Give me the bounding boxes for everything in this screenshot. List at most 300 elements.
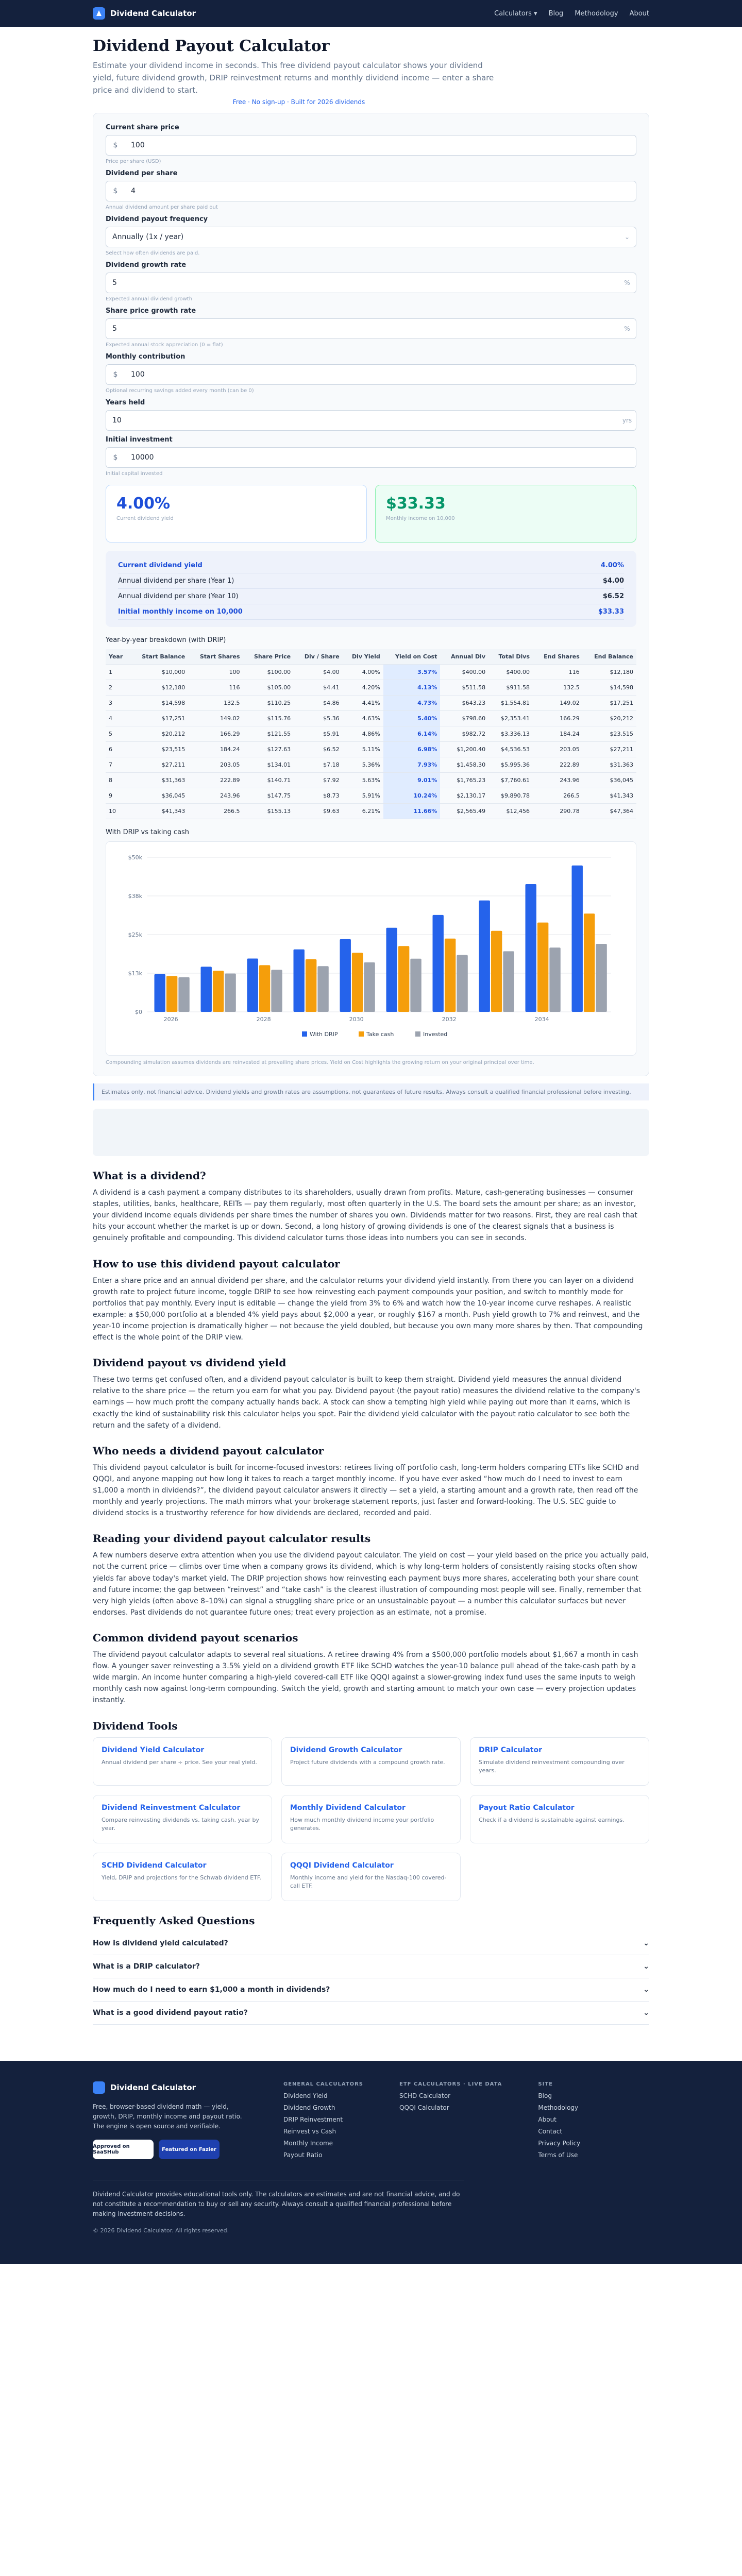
table-cell: 222.89 xyxy=(533,757,583,773)
bar xyxy=(201,967,212,1012)
table-cell: $2,130.17 xyxy=(440,788,488,804)
table-cell: $10,000 xyxy=(130,665,189,680)
table-cell: $100.00 xyxy=(243,665,294,680)
summary-label: Current dividend yield xyxy=(118,562,203,569)
footer-link[interactable]: Contact xyxy=(538,2127,563,2135)
table-cell: 4.20% xyxy=(343,680,383,696)
dps-field: Dividend per share $ 4 Annual dividend amount per share paid out xyxy=(106,170,636,210)
pgrowth-input[interactable]: 5 % xyxy=(106,318,636,339)
footer-link[interactable]: About xyxy=(538,2115,556,2123)
tool-name: QQQI Dividend Calculator xyxy=(290,1861,394,1870)
faq-question: What is a DRIP calculator? xyxy=(93,1962,200,1971)
table-cell: 184.24 xyxy=(188,742,243,757)
table-cell: $110.25 xyxy=(243,696,294,711)
table-header: End Shares xyxy=(533,649,583,665)
table-cell: $147.75 xyxy=(243,788,294,804)
table-cell: $400.00 xyxy=(488,665,533,680)
tool-card[interactable] xyxy=(281,1853,461,1901)
bar xyxy=(410,959,421,1012)
table-cell: 11.66% xyxy=(383,804,441,819)
bar xyxy=(537,923,548,1012)
table-cell: 5 xyxy=(106,726,130,742)
section-heading: Common dividend payout scenarios xyxy=(93,1631,298,1644)
table-cell: $643.23 xyxy=(440,696,488,711)
bar xyxy=(479,901,490,1012)
tool-desc: Check if a dividend is sustainable against earnings. xyxy=(479,1816,625,1823)
table-cell: $121.55 xyxy=(243,726,294,742)
faq-item[interactable] xyxy=(93,1932,649,1955)
table-cell: $4,536.53 xyxy=(488,742,533,757)
bar xyxy=(225,974,235,1012)
footer-link[interactable]: Blog xyxy=(538,2092,552,2099)
bar xyxy=(271,970,282,1012)
bar xyxy=(572,866,583,1012)
chart-svg xyxy=(111,847,632,1048)
bar xyxy=(213,971,224,1012)
table-cell: 9.01% xyxy=(383,773,441,788)
tool-name: Dividend Yield Calculator xyxy=(102,1745,205,1754)
table-row xyxy=(106,773,636,788)
table-cell: $511.58 xyxy=(440,680,488,696)
bar xyxy=(306,959,316,1012)
freq-select[interactable]: Annually (1x / year) ⌄ xyxy=(106,227,636,247)
table-header: Div Yield xyxy=(343,649,383,665)
tool-card[interactable] xyxy=(281,1737,461,1786)
table-cell: $155.13 xyxy=(243,804,294,819)
table-cell: $23,515 xyxy=(583,726,636,742)
x-tick-label: 2032 xyxy=(442,1016,457,1023)
footer-link[interactable]: Monthly Income xyxy=(283,2139,333,2147)
table-cell: $41,343 xyxy=(583,788,636,804)
footer-col-title: ETF CALCULATORS · LIVE DATA xyxy=(399,2081,502,2087)
table-row xyxy=(106,726,636,742)
table-cell: 116 xyxy=(533,665,583,680)
table-cell: 5.36% xyxy=(343,757,383,773)
section-heading: How to use this dividend payout calculator xyxy=(93,1257,340,1270)
table-cell: $31,363 xyxy=(583,757,636,773)
nav-about[interactable]: About xyxy=(629,9,649,18)
initial-input[interactable]: $ 10000 xyxy=(106,447,636,468)
tools-grid xyxy=(93,1737,649,1901)
table-cell: 166.29 xyxy=(188,726,243,742)
table-cell: $4.86 xyxy=(294,696,343,711)
table-cell: $134.01 xyxy=(243,757,294,773)
tool-card[interactable] xyxy=(93,1737,272,1786)
table-cell: 4.00% xyxy=(343,665,383,680)
table-cell: $7,760.61 xyxy=(488,773,533,788)
faq-title: Frequently Asked Questions xyxy=(93,1914,255,1927)
table-cell: 116 xyxy=(188,680,243,696)
summary-label: Initial monthly income on 10,000 xyxy=(118,608,243,616)
tool-card[interactable] xyxy=(93,1853,272,1901)
bar xyxy=(259,965,270,1012)
y-tick-label: $25k xyxy=(128,931,142,938)
table-cell: $12,456 xyxy=(488,804,533,819)
years-field: Years held 10 yrs xyxy=(106,399,636,431)
table-cell: $17,251 xyxy=(583,696,636,711)
table-row xyxy=(106,788,636,804)
tool-name: Dividend Reinvestment Calculator xyxy=(102,1803,241,1812)
table-cell: 5.11% xyxy=(343,742,383,757)
table-cell: 149.02 xyxy=(188,711,243,726)
calculator-card xyxy=(93,113,649,1076)
table-cell: 243.96 xyxy=(533,773,583,788)
table-cell: 203.05 xyxy=(188,757,243,773)
table-cell: $4.00 xyxy=(294,665,343,680)
table-cell: $2,353.41 xyxy=(488,711,533,726)
footer-link[interactable]: Privacy Policy xyxy=(538,2139,581,2147)
faq-item[interactable] xyxy=(93,2002,649,2025)
chevron-down-icon: ⌄ xyxy=(643,1985,649,1994)
table-row xyxy=(106,696,636,711)
summary-label: Annual dividend per share (Year 10) xyxy=(118,592,239,600)
section-text: These two terms get confused often, and a dividend payout calculator is built to keep them straight. Dividend yield measures the annual dividend relative to the share price — the return you earn for what you pay. Dividend payout (the payout ratio) measures the dividend relative to the company's earnings — how much profit the company actually hands back. A stock can show a tempting high yield while paying out more than it earns, which is exactly the kind of sustainability risk this calculator helps you spot. Pair the dividend yield calculator with the payout ratio calculator to see both the return and the safety of a dividend. xyxy=(93,1376,640,1430)
table-cell: 8 xyxy=(106,773,130,788)
footer-col xyxy=(538,2081,580,2163)
table-cell: $41,343 xyxy=(130,804,189,819)
x-tick-label: 2034 xyxy=(534,1016,549,1023)
legend-swatch xyxy=(302,1031,307,1037)
freq-field: Dividend payout frequency Annually (1x / year) ⌄ Select how often dividends are paid. xyxy=(106,215,636,256)
summary-value: $6.52 xyxy=(602,592,624,600)
y-tick-label: $13k xyxy=(128,970,142,977)
bar xyxy=(340,939,351,1012)
tool-name: SCHD Dividend Calculator xyxy=(102,1861,207,1870)
section-text: This dividend payout calculator is built for income-focused investors: retirees living off portfolio cash, long-term holders comparing ETFs like SCHD and QQQI, and anyone mapping out how long it takes to reach a target monthly income. If you have ever asked “how much do I need to invest to earn $1,000 a month in dividends?”, the dividend payout calculator answers it directly — set a yield, a starting amount and a growth rate, then read off the monthly and yearly projections. The math mirrors what your brokerage statement reports, just faster and forward-looking. The U.S. SEC guide to dividend stocks is a trustworthy reference for how dividends are declared, recorded and paid. xyxy=(93,1463,639,1518)
table-cell: $14,598 xyxy=(130,696,189,711)
dps-input[interactable]: $ 4 xyxy=(106,181,636,201)
faq-question: How is dividend yield calculated? xyxy=(93,1939,228,1947)
chevron-down-icon: ⌄ xyxy=(624,233,630,241)
table-row xyxy=(106,680,636,696)
tool-card[interactable] xyxy=(281,1795,461,1843)
legend-label: With DRIP xyxy=(310,1031,338,1038)
tool-desc: Annual dividend per share ÷ price. See your real yield. xyxy=(102,1758,257,1766)
table-cell: 266.5 xyxy=(188,804,243,819)
tool-card[interactable] xyxy=(470,1737,649,1786)
table-cell: $23,515 xyxy=(130,742,189,757)
table-cell: 10 xyxy=(106,804,130,819)
nav-calculators[interactable]: Calculators ▾ xyxy=(494,9,537,18)
table-row xyxy=(106,665,636,680)
table-cell: $17,251 xyxy=(130,711,189,726)
chevron-down-icon: ⌄ xyxy=(643,1962,649,1971)
tool-desc: Simulate dividend reinvestment compounding over years. xyxy=(479,1758,625,1774)
logo-icon xyxy=(93,7,105,20)
summary-row xyxy=(118,573,624,589)
footer-link[interactable]: Payout Ratio xyxy=(283,2151,323,2159)
chevron-down-icon: ⌄ xyxy=(643,2008,649,2017)
section-text: The dividend payout calculator adapts to several real situations. A retiree drawing 4% from a $500,000 portfolio models about $1,667 a month in cash flow. A younger saver reinvesting a 3.5% yield on a dividend growth ETF like SCHD watches the year-10 balance pull ahead of the take-cash path by a wide margin. An income hunter comparing a high-yield covered-call ETF like QQQI against a slower-growing index fund uses the same inputs to weigh monthly cash now against long-term compounding. Switch the yield, growth and starting amount to match your own case — every projection updates instantly. xyxy=(93,1650,638,1705)
table-cell: $3,336.13 xyxy=(488,726,533,742)
table-cell: 4.41% xyxy=(343,696,383,711)
bar xyxy=(596,944,606,1012)
table-header: Div / Share xyxy=(294,649,343,665)
monthly-input[interactable]: $ 100 xyxy=(106,364,636,385)
monthly-result: $33.33 Monthly income on 10,000 xyxy=(375,485,636,543)
brand-name: Dividend Calculator xyxy=(110,9,196,18)
bar xyxy=(364,962,375,1012)
bar xyxy=(549,947,560,1012)
table-cell: 4 xyxy=(106,711,130,726)
legend-label: Invested xyxy=(423,1031,448,1038)
table-header: Start Shares xyxy=(188,649,243,665)
table-cell: 7.93% xyxy=(383,757,441,773)
growth-input[interactable]: 5 % xyxy=(106,273,636,293)
bar xyxy=(503,951,514,1012)
summary-row xyxy=(118,589,624,604)
table-cell: $20,212 xyxy=(130,726,189,742)
table-cell: 5.91% xyxy=(343,788,383,804)
logo-icon xyxy=(93,2081,105,2094)
summary-row xyxy=(118,558,624,573)
table-cell: $27,211 xyxy=(130,757,189,773)
bar xyxy=(491,931,502,1012)
table-cell: 4.73% xyxy=(383,696,441,711)
bar xyxy=(294,950,305,1012)
faq-question: What is a good dividend payout ratio? xyxy=(93,2008,248,2017)
table-cell: 5.63% xyxy=(343,773,383,788)
tool-name: Monthly Dividend Calculator xyxy=(290,1803,406,1812)
table-cell: $1,554.81 xyxy=(488,696,533,711)
x-tick-label: 2026 xyxy=(163,1016,178,1023)
table-cell: 2 xyxy=(106,680,130,696)
faq-item[interactable] xyxy=(93,1978,649,2002)
price-field: Current share price $ 100 Price per share (USD) xyxy=(106,124,636,164)
footer-note: Dividend Calculator provides educational tools only. The calculators are estimates and are not financial advice, and do not constitute a recommendation to buy or sell any security. Always consult a qualified financial professional before making investment decisions. xyxy=(93,2180,464,2219)
table-cell: $982.72 xyxy=(440,726,488,742)
tool-desc: Project future dividends with a compound growth rate. xyxy=(290,1758,445,1766)
bar xyxy=(166,976,177,1012)
section-heading: What is a dividend? xyxy=(93,1170,206,1182)
footer xyxy=(0,2061,742,2264)
table-cell: $12,180 xyxy=(130,680,189,696)
table-cell: $1,765.23 xyxy=(440,773,488,788)
table-cell: 7 xyxy=(106,757,130,773)
nav-blog[interactable]: Blog xyxy=(548,9,564,18)
summary-value: $33.33 xyxy=(598,608,624,616)
bar xyxy=(398,946,409,1012)
table-cell: 132.5 xyxy=(188,696,243,711)
table-cell: $12,180 xyxy=(583,665,636,680)
table-title: Year-by-year breakdown (with DRIP) xyxy=(106,636,226,644)
footer-brand[interactable]: Dividend Calculator xyxy=(93,2081,247,2094)
footer-link[interactable]: SCHD Calculator xyxy=(399,2092,451,2099)
tool-desc: Compare reinvesting dividends vs. taking cash, year by year. xyxy=(102,1816,260,1832)
table-cell: 4.86% xyxy=(343,726,383,742)
chevron-down-icon: ⌄ xyxy=(643,1939,649,1947)
footer-link[interactable]: Dividend Yield xyxy=(283,2092,328,2099)
table-cell: $5.36 xyxy=(294,711,343,726)
section-heading: Reading your dividend payout calculator results xyxy=(93,1532,371,1545)
tool-desc: Monthly income and yield for the Nasdaq-100 covered-call ETF. xyxy=(290,1874,447,1889)
table-cell: 132.5 xyxy=(533,680,583,696)
tool-desc: How much monthly dividend income your portfolio generates. xyxy=(290,1816,434,1832)
fazier-badge[interactable]: Featured on Fazier xyxy=(159,2140,220,2159)
bar xyxy=(433,915,444,1012)
bar xyxy=(457,955,467,1012)
summary-value: 4.00% xyxy=(600,562,624,569)
copyright: © 2026 Dividend Calculator. All rights reserved. xyxy=(93,2227,229,2234)
table-header: Start Balance xyxy=(130,649,189,665)
table-header: Total Divs xyxy=(488,649,533,665)
table-row xyxy=(106,742,636,757)
growth-field: Dividend growth rate 5 % Expected annual dividend growth xyxy=(106,261,636,302)
tool-card[interactable] xyxy=(470,1795,649,1843)
table-cell: $127.63 xyxy=(243,742,294,757)
table-cell: $911.58 xyxy=(488,680,533,696)
table-cell: $1,200.40 xyxy=(440,742,488,757)
hero-tags: Free · No sign-up · Built for 2026 dividends xyxy=(232,98,365,106)
y-tick-label: $38k xyxy=(128,893,142,900)
brand[interactable] xyxy=(93,7,196,20)
table-cell: 4.13% xyxy=(383,680,441,696)
section-heading: Dividend payout vs dividend yield xyxy=(93,1357,286,1369)
tool-desc: Yield, DRIP and projections for the Schwab dividend ETF. xyxy=(102,1874,261,1881)
table-cell: $7.92 xyxy=(294,773,343,788)
hero-lead: Estimate your dividend income in seconds. This free dividend payout calculator shows your dividend yield, future dividend growth, DRIP reinvestment returns and monthly dividend income — enter a share price and dividend to start. xyxy=(93,61,494,95)
table-header: Year xyxy=(106,649,130,665)
table-cell: $14,598 xyxy=(583,680,636,696)
chart-note: Compounding simulation assumes dividends are reinvested at prevailing share prices. Yield on Cost highlights the growing return on your original principal over time. xyxy=(106,1060,534,1065)
footer-col xyxy=(399,2081,502,2163)
table-cell: $105.00 xyxy=(243,680,294,696)
table-cell: $47,364 xyxy=(583,804,636,819)
x-tick-label: 2028 xyxy=(256,1016,271,1023)
table-cell: 9 xyxy=(106,788,130,804)
ad-slot xyxy=(93,1109,649,1156)
table-cell: 6.14% xyxy=(383,726,441,742)
bar xyxy=(247,958,258,1012)
bar xyxy=(155,974,165,1012)
footer-link[interactable]: DRIP Reinvestment xyxy=(283,2115,343,2123)
table-cell: 6 xyxy=(106,742,130,757)
table-cell: 243.96 xyxy=(188,788,243,804)
section-text: Enter a share price and an annual dividend per share, and the calculator returns your dividend yield instantly. From there you can layer on a dividend growth rate to project future income, toggle DRIP to see how reinvesting each payment compounds your position, and switch to monthly mode for portfolios that pay monthly. Every input is editable — change the yield from 3% to 6% and watch how the 10-year income curve reshapes. A realistic example: a $50,000 portfolio at a blended 4% yield pays about $2,000 a year, or roughly $167 a month. Push yield growth to 7% and reinvest, and the year-10 income projection is dramatically higher — not because the yield doubled, but because you own many more shares by then. That compounding effect is the whole point of the DRIP view. xyxy=(93,1276,643,1342)
tool-name: DRIP Calculator xyxy=(479,1745,542,1754)
table-cell: 149.02 xyxy=(533,696,583,711)
nav-methodology[interactable]: Methodology xyxy=(575,9,618,18)
top-nav xyxy=(0,0,742,27)
bar xyxy=(178,977,189,1012)
tool-name: Dividend Growth Calculator xyxy=(290,1745,402,1754)
table-cell: $8.73 xyxy=(294,788,343,804)
footer-desc: Free, browser-based dividend math — yield, growth, DRIP, monthly income and payout ratio. The engine is open source and verifiable. xyxy=(93,2103,242,2130)
table-cell: 3.57% xyxy=(383,665,441,680)
table-cell: 222.89 xyxy=(188,773,243,788)
table-cell: $4.41 xyxy=(294,680,343,696)
footer-link[interactable]: Terms of Use xyxy=(538,2151,578,2159)
table-cell: $2,565.49 xyxy=(440,804,488,819)
table-cell: 100 xyxy=(188,665,243,680)
table-cell: $400.00 xyxy=(440,665,488,680)
tools-title: Dividend Tools xyxy=(93,1719,178,1732)
footer-link[interactable]: Reinvest vs Cash xyxy=(283,2127,336,2135)
table-header: End Balance xyxy=(583,649,636,665)
footer-col xyxy=(283,2081,363,2163)
table-cell: 3 xyxy=(106,696,130,711)
table-cell: 4.63% xyxy=(343,711,383,726)
table-cell: 10.24% xyxy=(383,788,441,804)
disclaimer: Estimates only, not financial advice. Dividend yields and growth rates are assumptions, not guarantees of future results. Always consult a qualified financial professional before investing. xyxy=(93,1083,649,1100)
table-cell: $5,995.36 xyxy=(488,757,533,773)
table-cell: $7.18 xyxy=(294,757,343,773)
y-tick-label: $50k xyxy=(128,854,142,861)
section-text: A dividend is a cash payment a company distributes to its shareholders, usually drawn from profits. Mature, cash-generating businesses — consumer staples, utilities, banks, healthcare, REITs — pay them regularly, most often quarterly in the U.S. The board sets the amount per share; as an investor, your dividend income equals dividends per share times the number of shares you own. Dividends matter for two reasons. First, they are real cash that hits your account whether the market is up or down. Second, a long history of growing dividends is one of the clearest signals that a business is genuinely profitable and compounding. This dividend calculator turns those ideas into numbers you can see in seconds. xyxy=(93,1189,637,1243)
table-cell: 290.78 xyxy=(533,804,583,819)
x-tick-label: 2030 xyxy=(349,1016,364,1023)
initial-field: Initial investment $ 10000 Initial capital invested xyxy=(106,436,636,477)
legend-swatch xyxy=(415,1031,420,1037)
table-cell: 166.29 xyxy=(533,711,583,726)
table-cell: 6.98% xyxy=(383,742,441,757)
price-input[interactable]: $ 100 xyxy=(106,135,636,156)
table-cell: $140.71 xyxy=(243,773,294,788)
tool-card[interactable] xyxy=(93,1795,272,1843)
legend-swatch xyxy=(359,1031,364,1037)
footer-link[interactable]: Dividend Growth xyxy=(283,2104,335,2111)
summary-value: $4.00 xyxy=(602,577,624,585)
table-cell: 5.40% xyxy=(383,711,441,726)
table-row xyxy=(106,804,636,819)
breakdown-table xyxy=(106,649,636,819)
summary-row xyxy=(118,604,624,620)
y-tick-label: $0 xyxy=(135,1009,142,1015)
monthly-field: Monthly contribution $ 100 Optional recurring savings added every month (can be 0) xyxy=(106,353,636,394)
summary-label: Annual dividend per share (Year 1) xyxy=(118,577,234,585)
pgrowth-field: Share price growth rate 5 % Expected annual stock appreciation (0 = flat) xyxy=(106,307,636,348)
years-input[interactable]: 10 yrs xyxy=(106,410,636,431)
table-cell: $6.52 xyxy=(294,742,343,757)
page-title: Dividend Payout Calculator xyxy=(93,37,330,55)
section-heading: Who needs a dividend payout calculator xyxy=(93,1444,324,1457)
summary-box xyxy=(106,551,636,627)
chart xyxy=(106,841,636,1056)
table-cell: $9.63 xyxy=(294,804,343,819)
table-cell: 1 xyxy=(106,665,130,680)
table-row xyxy=(106,757,636,773)
bar xyxy=(317,966,328,1012)
table-header: Yield on Cost xyxy=(383,649,441,665)
table-cell: 184.24 xyxy=(533,726,583,742)
table-cell: 266.5 xyxy=(533,788,583,804)
table-cell: $115.76 xyxy=(243,711,294,726)
table-cell: $31,363 xyxy=(130,773,189,788)
table-header: Annual Div xyxy=(440,649,488,665)
table-cell: $9,890.78 xyxy=(488,788,533,804)
footer-col-title: GENERAL CALCULATORS xyxy=(283,2081,364,2087)
article xyxy=(93,1170,649,1706)
section-text: A few numbers deserve extra attention when you use the dividend payout calculator. The yield on cost — your yield based on the price you actually paid, not the current price — climbs over time when a company grows its dividend, which is why long-term holders of consistently raising stocks often show yields far above today's market yield. The DRIP projection shows how reinvesting each payment buys more shares, accelerating both your share count and future income; the gap between “reinvest” and “take cash” is the clearest illustration of compounding most people will see. Finally, remember that very high yields (often above 8–10%) can signal a struggling share price or an unsustainable payout — a number this calculator surfaces but never endorses. Past dividends do not guarantee future ones; treat every projection as an estimate, not a promise. xyxy=(93,1551,649,1617)
yield-result: 4.00% Current dividend yield xyxy=(106,485,367,543)
table-cell: 203.05 xyxy=(533,742,583,757)
table-cell: $20,212 xyxy=(583,711,636,726)
table-cell: $1,458.30 xyxy=(440,757,488,773)
saashub-badge[interactable]: Approved on SaaSHub xyxy=(93,2140,154,2159)
tool-name: Payout Ratio Calculator xyxy=(479,1803,575,1812)
table-row xyxy=(106,711,636,726)
table-cell: $27,211 xyxy=(583,742,636,757)
footer-link[interactable]: QQQI Calculator xyxy=(399,2104,449,2111)
faq-item[interactable] xyxy=(93,1955,649,1978)
table-header: Share Price xyxy=(243,649,294,665)
table-cell: $5.91 xyxy=(294,726,343,742)
chart-title: With DRIP vs taking cash xyxy=(106,828,190,836)
footer-link[interactable]: Methodology xyxy=(538,2104,579,2111)
faq-question: How much do I need to earn $1,000 a month in dividends? xyxy=(93,1985,330,1994)
bar xyxy=(584,913,595,1012)
faq-list xyxy=(93,1932,649,2025)
